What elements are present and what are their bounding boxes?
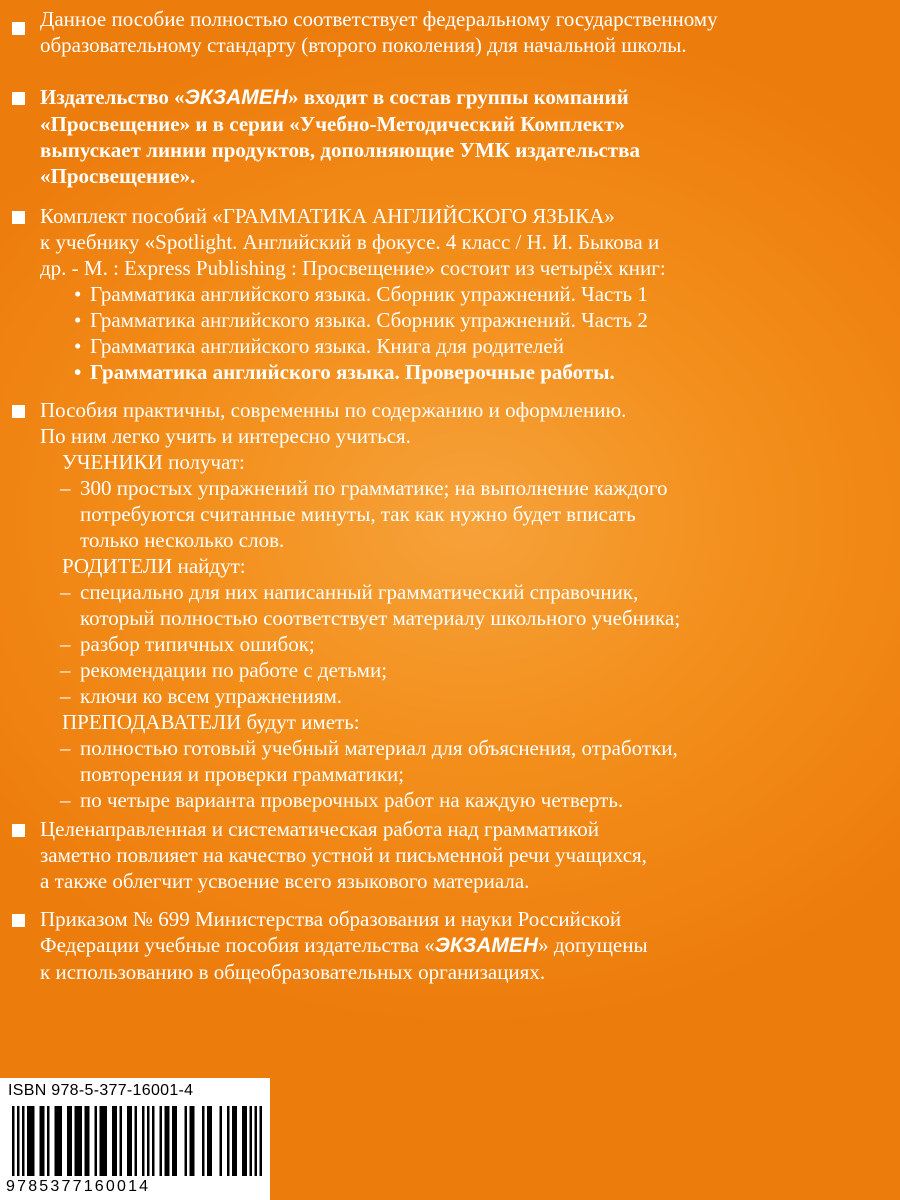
bullet-dot-icon: • — [74, 360, 82, 384]
section-kit — [10, 203, 890, 383]
section-publisher-text — [40, 84, 890, 189]
book-title: Грамматика английского языка. Сборник упражнений. Часть 2 — [90, 308, 648, 332]
item-text: 300 простых упражнений по грамматике; на выполнение каждого — [80, 476, 668, 500]
barcode-bar — [152, 1106, 155, 1176]
dash-icon: – — [60, 788, 71, 812]
bullet-dot-icon: • — [74, 282, 82, 306]
barcode-bar — [190, 1106, 195, 1176]
parents-item — [40, 683, 890, 709]
text-line: выпускает линии продуктов, дополняющие УМК издательства — [40, 138, 640, 162]
teachers-item — [40, 787, 890, 813]
barcode-bar — [75, 1106, 83, 1176]
barcode-bar — [142, 1106, 145, 1176]
barcode-bar — [55, 1106, 63, 1176]
dash-icon: – — [60, 580, 71, 604]
barcode-bar — [207, 1106, 212, 1176]
book-list-item — [40, 333, 890, 359]
text-line: Целенаправленная и систематическая работа над грамматикой — [40, 817, 599, 841]
text-line: «Просвещение» и в серии «Учебно-Методический Комплект» — [40, 112, 625, 136]
students-item-cont: только несколько слов. — [80, 528, 285, 552]
text-line: Комплект пособий «ГРАММАТИКА АНГЛИЙСКОГО ЯЗЫКА» — [40, 204, 615, 228]
barcode-bar — [160, 1106, 163, 1176]
barcode-bar — [220, 1106, 223, 1176]
parents-item-cont: который полностью соответствует материалу школьного учебника; — [80, 606, 681, 630]
barcode-label — [0, 1078, 270, 1200]
barcode-bar — [165, 1106, 170, 1176]
bullet-square-icon — [12, 211, 25, 224]
item-text: полностью готовый учебный материал для объяснения, отработки, — [80, 736, 678, 760]
barcode-bar — [120, 1106, 123, 1176]
section-standard-text — [40, 6, 890, 58]
text-line: По ним легко учить и интересно учиться. — [40, 424, 411, 448]
item-text: ключи ко всем упражнениям. — [80, 684, 343, 708]
book-title: Грамматика английского языка. Проверочные работы. — [90, 360, 615, 384]
text-fragment: » допущены — [538, 933, 648, 957]
barcode-bar — [242, 1106, 247, 1176]
parents-item — [40, 631, 890, 657]
teachers-item-cont: повторения и проверки грамматики; — [80, 762, 405, 786]
section-effect-text — [40, 816, 890, 894]
item-text: рекомендации по работе с детьми; — [80, 658, 388, 682]
students-heading: УЧЕНИКИ получат: — [62, 450, 245, 474]
isbn-number: ISBN 978-5-377-16001-4 — [8, 1082, 194, 1099]
section-approval-text — [40, 906, 890, 985]
barcode-bar — [147, 1106, 150, 1176]
section-kit-text — [40, 203, 890, 385]
barcode-bar — [27, 1106, 35, 1176]
section-publisher — [10, 84, 890, 194]
book-title: Грамматика английского языка. Сборник упражнений. Часть 1 — [90, 282, 648, 306]
bullet-square-icon — [12, 824, 25, 837]
barcode-bar — [172, 1106, 177, 1176]
text-line: др. - М. : Express Publishing : Просвещение» состоит из четырёх книг: — [40, 256, 666, 280]
text-line: «Просвещение». — [40, 164, 196, 188]
section-benefits — [10, 397, 890, 812]
section-approval — [10, 906, 890, 986]
parents-heading: РОДИТЕЛИ найдут: — [62, 554, 246, 578]
barcode-bar — [85, 1106, 90, 1176]
students-item-cont: потребуются считанные минуты, так как нужно будет вписать — [80, 502, 636, 526]
text-fragment: Федерации учебные пособия издательства « — [40, 933, 435, 957]
parents-item — [40, 657, 890, 683]
text-line: а также облегчит усвоение всего языкового материала. — [40, 869, 530, 893]
barcode-bar — [12, 1106, 15, 1176]
barcode-bar — [47, 1106, 50, 1176]
text-line — [40, 84, 890, 111]
text-line: к учебнику «Spotlight. Английский в фокусе. 4 класс / Н. И. Быкова и — [40, 230, 660, 254]
section-benefits-text — [40, 397, 890, 813]
barcode-bar — [260, 1106, 263, 1176]
teachers-heading: ПРЕПОДАВАТЕЛИ будут иметь: — [62, 710, 360, 734]
dash-icon: – — [60, 658, 71, 682]
teachers-item — [40, 735, 890, 761]
barcode-icon — [12, 1106, 262, 1176]
barcode-bar — [127, 1106, 132, 1176]
book-title: Грамматика английского языка. Книга для родителей — [90, 334, 564, 358]
ean-number: 9785377160014 — [6, 1178, 151, 1195]
bullet-square-icon — [12, 405, 25, 418]
text-fragment: » входит в состав группы компаний — [287, 85, 629, 109]
barcode-bar — [202, 1106, 205, 1176]
item-text: разбор типичных ошибок; — [80, 632, 315, 656]
text-line: к использованию в общеобразовательных организациях. — [40, 960, 546, 984]
text-line: Данное пособие полностью соответствует федеральному государственному — [40, 7, 718, 31]
text-line: образовательному стандарту (второго поколения) для начальной школы. — [40, 33, 687, 57]
students-item — [40, 475, 890, 501]
barcode-bar — [112, 1106, 117, 1176]
bullet-square-icon — [12, 914, 25, 927]
item-text: специально для них написанный грамматический справочник, — [80, 580, 639, 604]
barcode-bar — [67, 1106, 72, 1176]
dash-icon: – — [60, 684, 71, 708]
dash-icon: – — [60, 736, 71, 760]
barcode-bar — [135, 1106, 138, 1176]
barcode-bar — [22, 1106, 25, 1176]
parents-item — [40, 579, 890, 605]
dash-icon: – — [60, 476, 71, 500]
bullet-dot-icon: • — [74, 308, 82, 332]
barcode-bar — [40, 1106, 45, 1176]
publisher-brand: ЭКЗАМЕН — [434, 934, 539, 957]
text-line: заметно повлияет на качество устной и письменной речи учащихся, — [40, 843, 647, 867]
barcode-bar — [100, 1106, 108, 1176]
bullet-square-icon — [12, 22, 25, 35]
barcode-bar — [95, 1106, 98, 1176]
text-fragment: Издательство « — [40, 85, 185, 109]
barcode-bar — [250, 1106, 253, 1176]
barcode-bar — [185, 1106, 188, 1176]
dash-icon: – — [60, 632, 71, 656]
item-text: по четыре варианта проверочных работ на каждую четверть. — [80, 788, 624, 812]
barcode-bar — [232, 1106, 237, 1176]
book-list-item-current — [40, 359, 890, 385]
section-effect — [10, 816, 890, 896]
bullet-dot-icon: • — [74, 334, 82, 358]
text-line — [40, 932, 890, 959]
section-standard — [10, 6, 890, 66]
text-line: Приказом № 699 Министерства образования и науки Российской — [40, 907, 622, 931]
book-list-item — [40, 307, 890, 333]
barcode-bar — [17, 1106, 20, 1176]
text-line: Пособия практичны, современны по содержанию и оформлению. — [40, 398, 627, 422]
bullet-square-icon — [12, 92, 25, 105]
book-list-item — [40, 281, 890, 307]
barcode-bar — [227, 1106, 230, 1176]
publisher-brand: ЭКЗАМЕН — [184, 86, 288, 109]
barcode-bar — [255, 1106, 258, 1176]
